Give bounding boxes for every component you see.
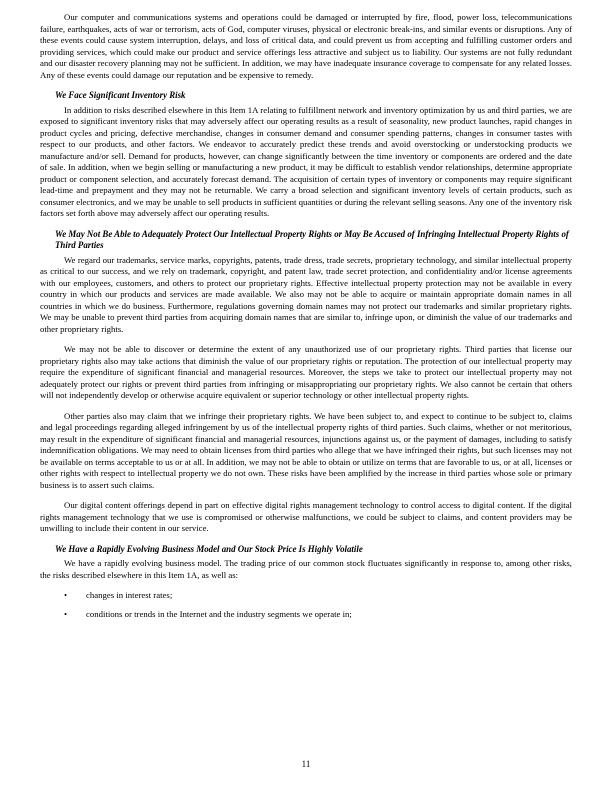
body-paragraph: We regard our trademarks, service marks, copyrights, patents, trade dress, trade secrets, proprietary technology, and similar intellectual property as critical to our success, and we rely on trademark, copyright, and patent law, trade secret protection, and confidentiality and/or license agreements with our employees, customers, and others to protect our proprietary rights. Effective intellectual property protection may not be available in every country in which our products and services are made available. We also may not be able to acquire or maintain appropriate domain names in all countries in which we do business. Furthermore, regulations governing domain names may not protect our trademarks and similar proprietary rights. We may be unable to prevent third parties from acquiring domain names that are similar to, infringe upon, or diminish the value of our trademarks and other proprietary rights. <box>40 254 572 334</box>
section-heading: We Have a Rapidly Evolving Business Model and Our Stock Price Is Highly Volatile <box>55 543 363 554</box>
section-heading: We May Not Be Able to Adequately Protect Our Intellectual Property Rights or May Be Accused of Infringing Intellectual Property Rights of Third Parties <box>55 228 569 250</box>
bullet-text: changes in interest rates; <box>86 590 173 600</box>
bullet-item <box>40 590 572 602</box>
bullet-item <box>40 609 572 621</box>
section-inventory-risk <box>40 90 572 220</box>
body-paragraph: We may not be able to discover or determine the extent of any unauthorized use of our proprietary rights. Third parties that license our proprietary rights also may take actions that diminish the value of our proprietary rights or reputation. The protection of our intellectual property may require the expenditure of significant financial and managerial resources. Moreover, the steps we take to protect our intellectual property may not adequately protect our rights or prevent third parties from infringing or misappropriating our proprietary rights. We also cannot be certain that others will not independently develop or otherwise acquire equivalent or superior technology or other intellectual property rights. <box>40 344 572 400</box>
body-paragraph: Our digital content offerings depend in part on effective digital rights management technology to control access to digital content. If the digital rights management technology that we use is compromised or otherwise malfunctions, we could be subject to claims, and content providers may be unwilling to include their content in our service. <box>40 500 572 533</box>
body-paragraph: We have a rapidly evolving business model. The trading price of our common stock fluctuates significantly in response to, among other risks, the risks described elsewhere in this Item 1A, as well as: <box>40 558 572 580</box>
bullet-list <box>40 590 572 620</box>
body-paragraph: In addition to risks described elsewhere in this Item 1A relating to fulfillment network and inventory optimization by us and third parties, we are exposed to significant inventory risks that may adversely affect our operating results as a result of seasonality, new product launches, rapid changes in product cycles and pricing, defective merchandise, changes in consumer demand and consumer spending patterns, changes in consumer tastes with respect to our products, and other factors. We endeavor to accurately predict these trends and avoid overstocking or understocking products we manufacture and/or sell. Demand for products, however, can change significantly between the time inventory or components are ordered and the date of sale. In addition, when we begin selling or manufacturing a new product, it may be difficult to establish vendor relationships, determine appropriate product or component selection, and accurately forecast demand. The acquisition of certain types of inventory or components may require significant lead-time and prepayment and they may not be returnable. We carry a broad selection and significant inventory levels of certain products, such as consumer electronics, and we may be unable to sell products in sufficient quantities or during the relevant selling seasons. Any one of the inventory risk factors set forth above may adversely affect our operating results. <box>40 104 572 218</box>
body-paragraph: Other parties also may claim that we infringe their proprietary rights. We have been subject to, and expect to continue to be subject to, claims and legal proceedings regarding alleged infringement by us of the intellectual property rights of third parties. Such claims, whether or not meritorious, may result in the expenditure of significant financial and managerial resources, injunctions against us, or the payment of damages, including to satisfy indemnification obligations. We may need to obtain licenses from third parties who allege that we have infringed their rights, but such licenses may not be available on terms acceptable to us or at all. In addition, we may not be able to obtain or utilize on terms that are favorable to us, or at all, licenses or other rights with respect to intellectual property we do not own. These risks have been amplified by the increase in third parties whose sole or primary business is to assert such claims. <box>40 410 572 490</box>
section-heading: We Face Significant Inventory Risk <box>55 90 186 100</box>
intro-paragraph: Our computer and communications systems and operations could be damaged or interrupted by fire, flood, power loss, telecommunications failure, earthquakes, acts of war or terrorism, acts of God, computer viruses, physical or electronic break-ins, and similar events or disruptions. Any of these events could cause system interruption, delays, and loss of critical data, and could prevent us from accepting and fulfilling customer orders and providing services, which could make our product and service offerings less attractive and subject us to liability. Our systems are not fully redundant and our disaster recovery planning may not be sufficient. In addition, we may have inadequate insurance coverage to compensate for any related losses. Any of these events could damage our reputation and be expensive to remedy. <box>40 12 572 80</box>
page-number: 11 <box>301 759 311 769</box>
bullet-text: conditions or trends in the Internet and the industry segments we operate in; <box>86 608 352 619</box>
bullet-icon: • <box>64 590 68 600</box>
section-business-model <box>40 544 572 621</box>
document-page <box>40 12 572 627</box>
section-intellectual-property <box>40 229 572 535</box>
bullet-icon: • <box>64 608 68 619</box>
